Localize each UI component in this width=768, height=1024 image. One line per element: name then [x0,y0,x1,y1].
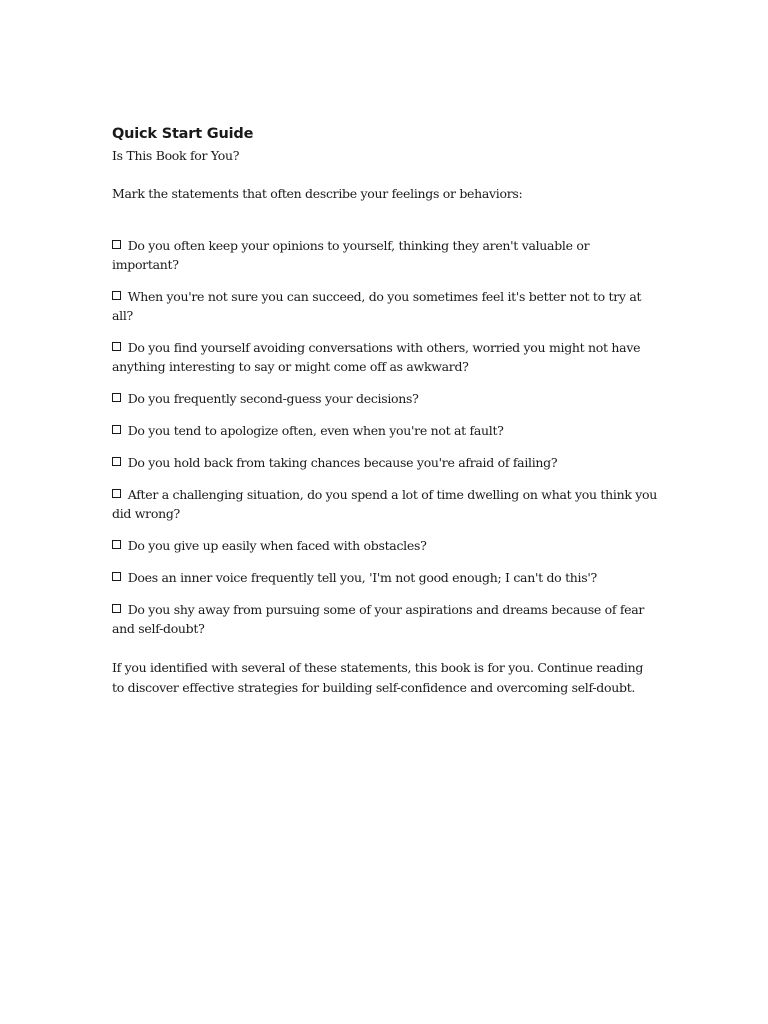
statement-list [112,236,658,638]
checkbox-empty-icon[interactable] [112,425,121,434]
checkbox-empty-icon[interactable] [112,489,121,498]
checkbox-empty-icon[interactable] [112,604,121,613]
checkbox-empty-icon[interactable] [112,457,121,466]
statement-text: Do you hold back from taking chances because you're afraid of failing? [127,455,558,470]
checkbox-empty-icon[interactable] [112,240,121,249]
statement-item [112,453,658,472]
statement-item [112,287,658,325]
statement-text: Do you shy away from pursuing some of your aspirations and dreams because of fear and self-doubt? [112,602,645,636]
statement-text: Do you tend to apologize often, even when you're not at fault? [127,423,504,438]
statement-text: When you're not sure you can succeed, do you sometimes feel it's better not to try at all? [112,289,642,323]
statement-text: Do you frequently second-guess your decisions? [127,391,419,406]
statement-item [112,568,658,587]
statement-item [112,389,658,408]
checkbox-empty-icon[interactable] [112,291,121,300]
statement-text: Does an inner voice frequently tell you, 'I'm not good enough; I can't do this'? [127,570,597,585]
document-page [112,124,658,698]
statement-item [112,536,658,555]
checkbox-empty-icon[interactable] [112,342,121,351]
statement-item [112,338,658,376]
statement-text: Do you often keep your opinions to yourself, thinking they aren't valuable or important? [112,238,590,272]
statement-item [112,421,658,440]
intro-text: Mark the statements that often describe your feelings or behaviors: [112,186,523,201]
statement-text: After a challenging situation, do you spend a lot of time dwelling on what you think you did wrong? [112,487,658,521]
checkbox-empty-icon[interactable] [112,572,121,581]
statement-item [112,485,658,523]
page-title: Quick Start Guide [112,126,254,142]
statement-text: Do you find yourself avoiding conversations with others, worried you might not have anything interesting to say or might come off as awkward? [112,340,641,374]
statement-item [112,600,658,638]
checkbox-empty-icon[interactable] [112,393,121,402]
outro-text: If you identified with several of these statements, this book is for you. Continue reading to discover effective strategies for building self-confidence and overcoming self-doubt. [112,660,644,695]
checkbox-empty-icon[interactable] [112,540,121,549]
statement-item [112,236,658,274]
page-subtitle: Is This Book for You? [112,148,240,163]
statement-text: Do you give up easily when faced with obstacles? [127,538,427,553]
